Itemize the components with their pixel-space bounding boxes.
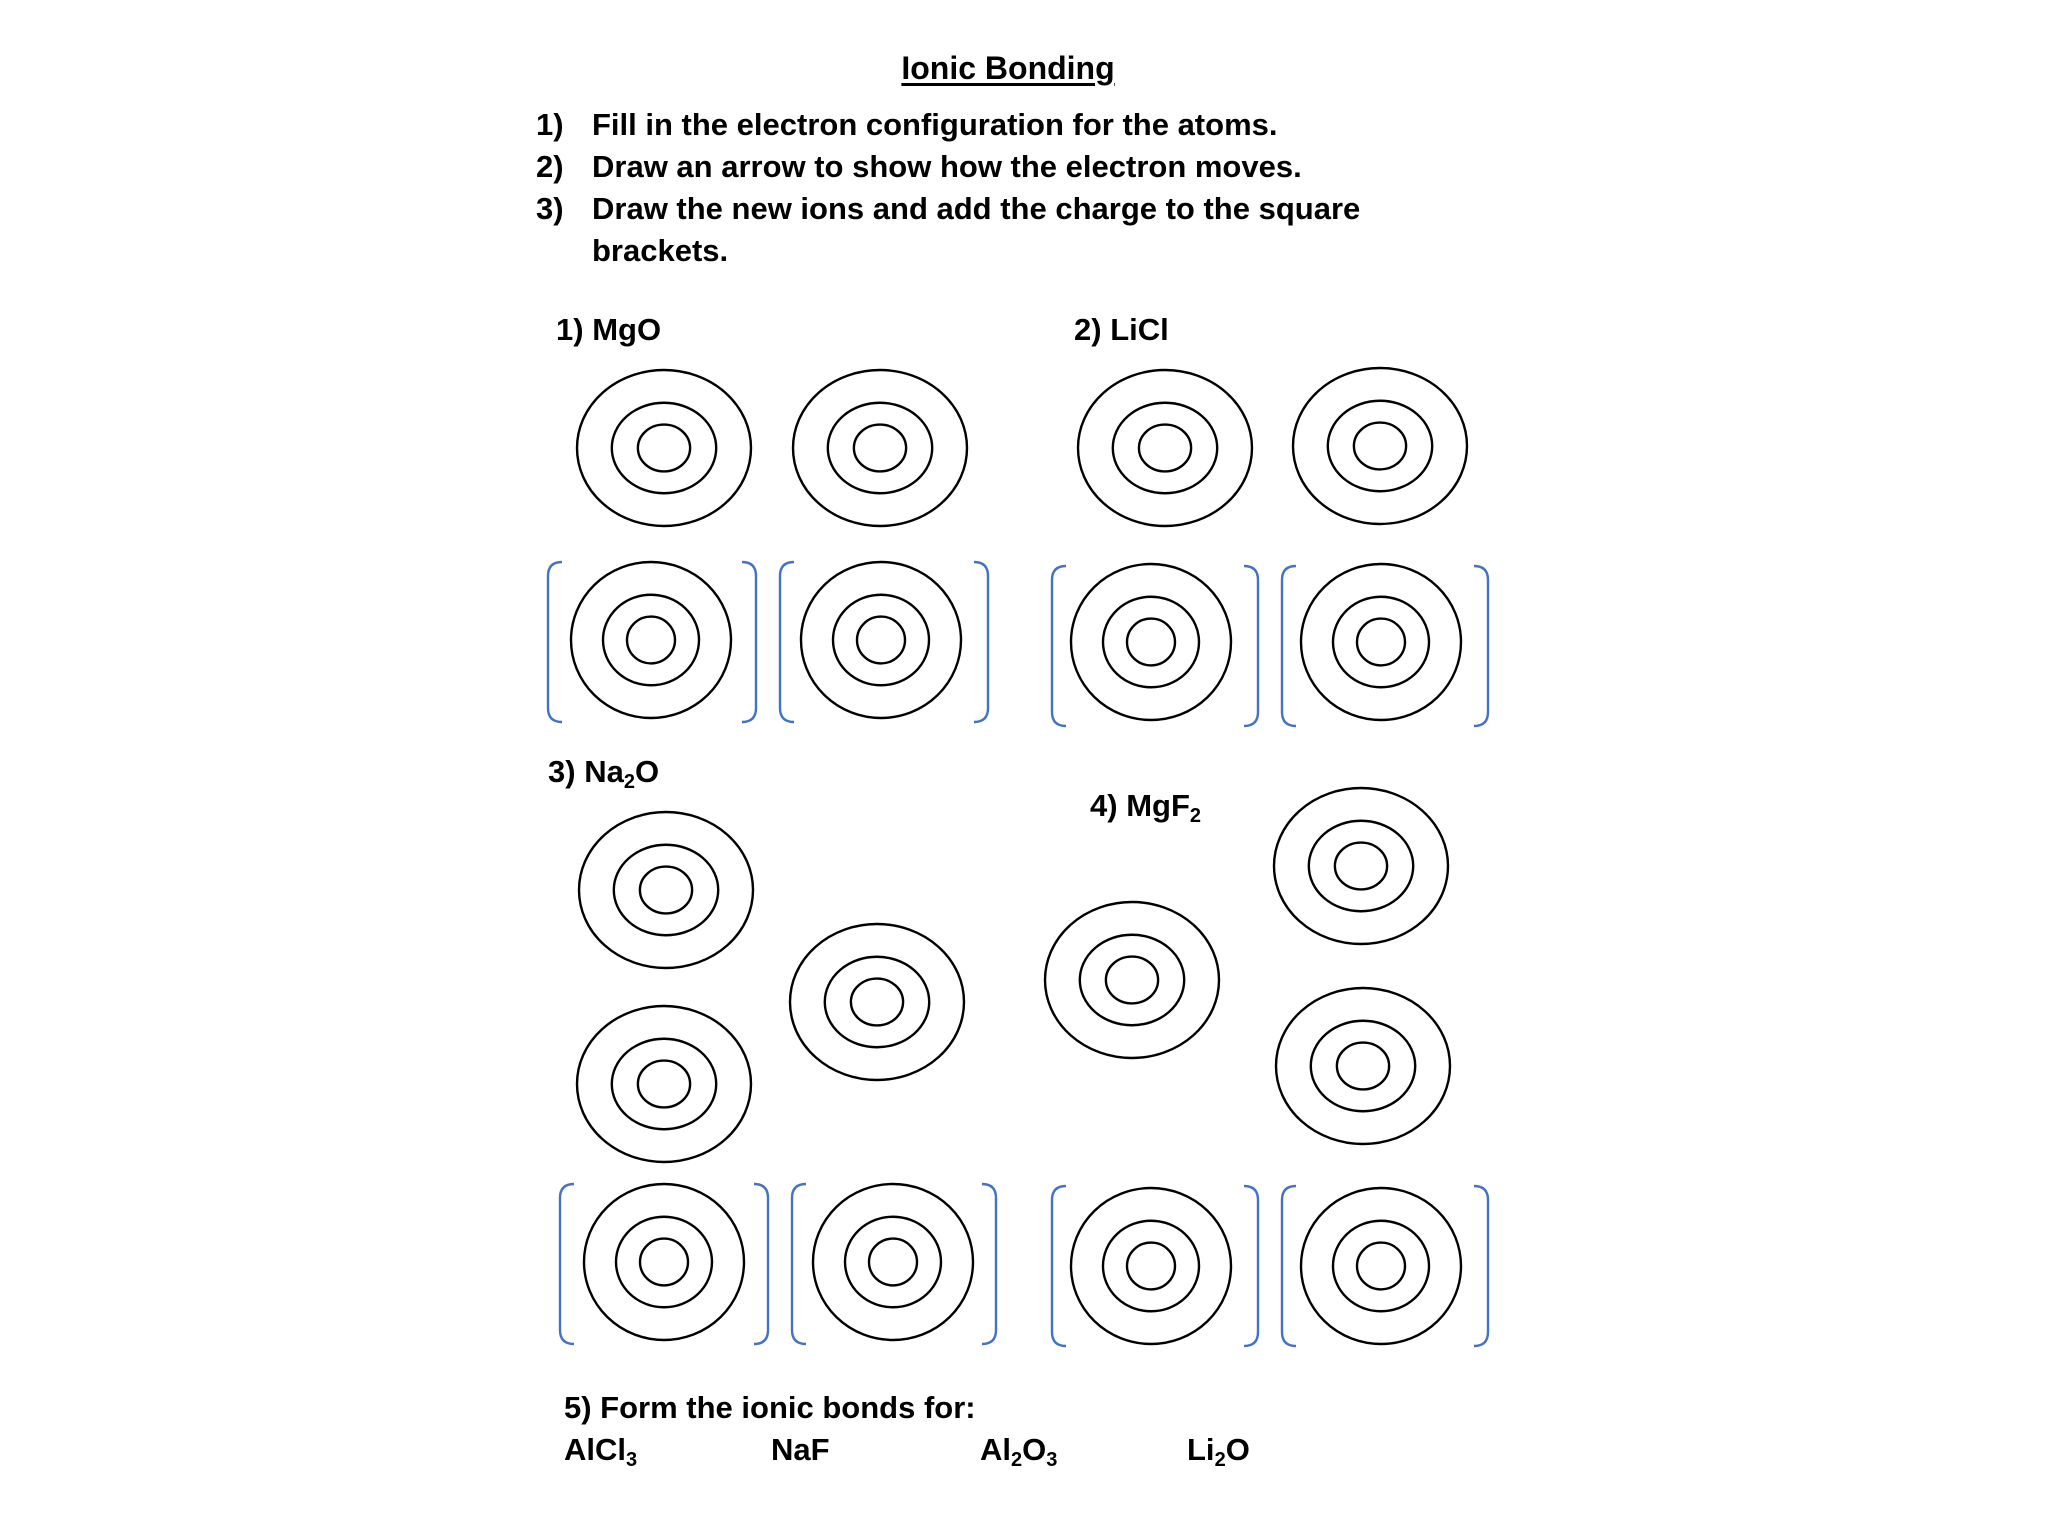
electron-shell [1301,564,1461,720]
electron-shell [833,595,929,685]
instruction-text: Draw the new ions and add the charge to the square brackets. [592,191,1361,268]
atom-shell-icon [801,562,961,718]
atom-shell-icon [1301,1188,1461,1344]
square-bracket-icon [1052,566,1066,726]
square-bracket-icon [1474,566,1488,726]
square-bracket-icon [742,562,756,722]
electron-shell [616,1217,712,1307]
problem-1-label: 1) MgO [556,312,662,347]
square-bracket-icon [974,562,988,722]
electron-shell [801,562,961,718]
instruction-number: 3) [536,191,564,226]
electron-shell [1113,403,1217,493]
electron-shell [793,370,967,526]
page-title: Ionic Bonding [901,50,1115,86]
electron-shell [1333,1221,1429,1311]
electron-shell [1309,821,1413,911]
atom-shell-icon [577,370,751,526]
electron-shell [1337,1043,1389,1090]
electron-shell [1139,425,1191,472]
electron-shell [1333,597,1429,687]
square-bracket-icon [792,1184,806,1344]
electron-shell [614,845,718,935]
electron-shell [612,1039,716,1129]
electron-shell [1274,788,1448,944]
electron-shell [813,1184,973,1340]
electron-shell [1328,401,1432,491]
compound-li2o: $Li_2O$ [1187,1432,1250,1471]
electron-shell [612,403,716,493]
electron-shell [1127,1243,1175,1290]
electron-shell [638,1061,690,1108]
atom-shell-icon [1071,1188,1231,1344]
electron-shell [790,924,964,1080]
task-5-label: 5) Form the ionic bonds for: [564,1390,976,1425]
square-bracket-icon [754,1184,768,1344]
electron-shell [640,1239,688,1286]
electron-shell [638,425,690,472]
electron-shell [845,1217,941,1307]
electron-shell [1293,368,1467,524]
atom-shell-icon [579,812,753,968]
square-bracket-icon [1052,1186,1066,1346]
electron-shell [854,425,906,472]
atom-shell-icon [1274,788,1448,944]
problem-3-label: 3) $Na_2O$ [548,754,660,793]
compound-naf: NaF [771,1432,830,1467]
square-bracket-icon [1474,1186,1488,1346]
instruction-text: Fill in the electron configuration for the atoms. [592,107,1278,142]
electron-shell [1357,619,1405,666]
electron-shell [1071,1188,1231,1344]
electron-shell [577,1006,751,1162]
atom-shell-icon [793,370,967,526]
atom-shell-icon [577,1006,751,1162]
electron-shell [577,370,751,526]
problem-4-label: 4) MgF$_2$ [1090,788,1202,827]
electron-shell [857,617,905,664]
square-bracket-icon [1282,566,1296,726]
atom-shell-icon [1301,564,1461,720]
problem-2-label: 2) LiCl [1074,312,1169,347]
atom-shell-icon [584,1184,744,1340]
electron-shell [1127,619,1175,666]
electron-shell [869,1239,917,1286]
atom-shell-icon [1293,368,1467,524]
instruction-text: Draw an arrow to show how the electron moves. [592,149,1302,184]
electron-shell [1357,1243,1405,1290]
electron-shell [1045,902,1219,1058]
square-bracket-icon [1244,566,1258,726]
electron-shell [828,403,932,493]
electron-shell [603,595,699,685]
electron-shell [579,812,753,968]
atom-shell-icon [1045,902,1219,1058]
electron-shell [1301,1188,1461,1344]
square-bracket-icon [982,1184,996,1344]
atom-shell-icon [571,562,731,718]
square-bracket-icon [1282,1186,1296,1346]
electron-shell [1078,370,1252,526]
electron-shell [1080,935,1184,1025]
electron-shell [640,867,692,914]
square-bracket-icon [548,562,562,722]
electron-shell [1071,564,1231,720]
instruction-number: 2) [536,149,564,184]
atom-shell-icon [1276,988,1450,1144]
electron-shell [825,957,929,1047]
square-bracket-icon [1244,1186,1258,1346]
electron-shell [1354,423,1406,470]
compound-alcl3: AlCl$_3$ [564,1432,638,1471]
atom-shell-icon [790,924,964,1080]
electron-shell [851,979,903,1026]
electron-shell [1276,988,1450,1144]
square-bracket-icon [560,1184,574,1344]
electron-shell [1103,597,1199,687]
electron-shell [1311,1021,1415,1111]
compound-al2o3: $Al_2O_3$ [980,1432,1058,1471]
electron-shell [584,1184,744,1340]
electron-shell [1103,1221,1199,1311]
atom-shell-icon [1071,564,1231,720]
atom-shell-icon [1078,370,1252,526]
electron-shell [627,617,675,664]
electron-shell [571,562,731,718]
instruction-number: 1) [536,107,564,142]
atom-shell-icon [813,1184,973,1340]
electron-shell [1106,957,1158,1004]
square-bracket-icon [780,562,794,722]
electron-shell [1335,843,1387,890]
